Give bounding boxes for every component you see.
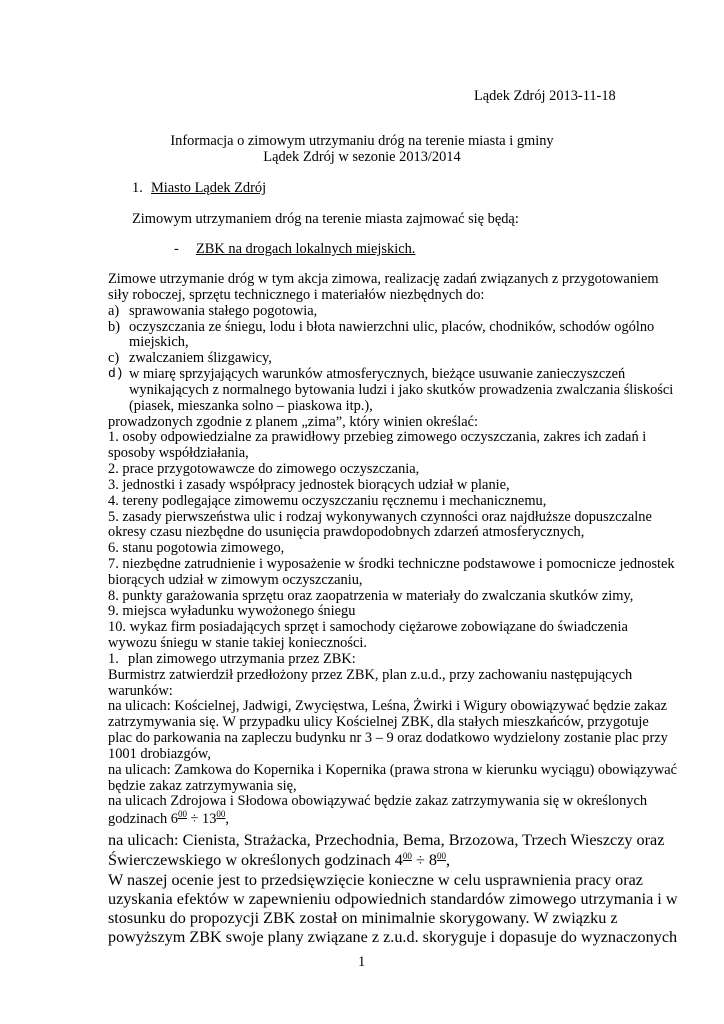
text-run: , <box>225 811 230 827</box>
list-item: w miarę sprzyjających warunków atmosferycznych, bieżące usuwanie zanieczyszczeń <box>129 366 626 382</box>
numbered-item: wywozu śniegu w stanie takiej konieczności. <box>108 635 367 651</box>
section-heading: Miasto Lądek Zdrój <box>151 180 267 196</box>
text-run: godzinach 6 <box>108 811 178 827</box>
superscript: 00 <box>436 851 446 861</box>
list-item: miejskich, <box>129 334 189 350</box>
paragraph-line: będzie zakaz zatrzymywania się, <box>108 778 297 794</box>
list-marker: d) <box>108 366 124 381</box>
document-title-line1: Informacja o zimowym utrzymaniu dróg na terenie miasta i gminy <box>170 133 554 149</box>
numbered-item: 8. punkty garażowania sprzętu oraz zaopatrzenia w materiały do zwalczania skutków zimy, <box>108 588 634 604</box>
hours-line <box>108 811 229 827</box>
paragraph-line: prowadzonych zgodnie z planem „zima”, który winien określać: <box>108 414 479 430</box>
text-run: ÷ 8 <box>411 851 437 869</box>
paragraph-line: powyższym ZBK swoje plany związane z z.u.d. skoryguje i dopasuje do wyznaczonych <box>108 928 678 946</box>
section-intro: Zimowym utrzymaniem dróg na terenie miasta zajmować się będą: <box>132 211 519 227</box>
paragraph-line: warunków: <box>108 683 173 699</box>
hours-line <box>108 851 450 870</box>
numbered-item: 7. niezbędne zatrudnienie i wyposażenie w środki techniczne podstawowe i pomocnicze jednostek <box>108 556 675 572</box>
paragraph-line: na ulicach: Zamkowa do Kopernika i Kopernika (prawa strona w kierunku wyciągu) obowiązywać <box>108 762 678 778</box>
paragraph-line: plac do parkowania na zapleczu budynku nr 3 – 9 oraz dodatkowo wydzielony zostanie plac przy <box>108 730 668 746</box>
bullet-dash: - <box>174 241 179 257</box>
list-marker: 1. <box>108 651 119 667</box>
superscript: 00 <box>177 809 187 819</box>
superscript: 00 <box>216 809 226 819</box>
numbered-item: okresy czasu niezbędne do usunięcia prawdopodobnych zdarzeń atmosferycznych, <box>108 524 585 540</box>
numbered-item: 9. miejsca wyładunku wywożonego śniegu <box>108 603 356 619</box>
paragraph-line: 1001 drobiazgów, <box>108 746 211 762</box>
list-item: oczyszczania ze śniegu, lodu i błota nawierzchni ulic, placów, chodników, schodów ogólno <box>129 319 655 335</box>
list-marker: a) <box>108 303 120 319</box>
numbered-item: 5. zasady pierwszeństwa ulic i rodzaj wykonywanych czynności oraz najdłuższe dopuszczalne <box>108 509 652 525</box>
numbered-item: 10. wykaz firm posiadających sprzęt i samochody ciężarowe zobowiązane do świadczenia <box>108 619 628 635</box>
plan-heading: plan zimowego utrzymania przez ZBK: <box>128 651 356 667</box>
paragraph-line: Burmistrz zatwierdził przedłożony przez ZBK, plan z.u.d., przy zachowaniu następujących <box>108 667 633 683</box>
paragraph-line: na ulicach Zdrojowa i Słodowa obowiązywać będzie zakaz zatrzymywania się w określonych <box>108 793 648 809</box>
numbered-item: 2. prace przygotowawcze do zimowego oczyszczania, <box>108 461 420 477</box>
numbered-item: 1. osoby odpowiedzialne za prawidłowy przebieg zimowego oczyszczania, zakres ich zadań i <box>108 429 647 445</box>
numbered-item: 4. tereny podlegające zimowemu oczyszczaniu ręcznemu i mechanicznemu, <box>108 493 547 509</box>
bullet-item: ZBK na drogach lokalnych miejskich. <box>196 241 416 257</box>
paragraph-line: stosunku do propozycji ZBK został on minimalnie skorygowany. W związku z <box>108 909 618 927</box>
numbered-item: 6. stanu pogotowia zimowego, <box>108 540 285 556</box>
numbered-item: biorących udział w zimowym oczyszczaniu, <box>108 572 363 588</box>
list-item: sprawowania stałego pogotowia, <box>129 303 318 319</box>
text-run: , <box>445 851 451 869</box>
list-marker: b) <box>108 319 120 335</box>
paragraph-line: na ulicach: Kościelnej, Jadwigi, Zwycięstwa, Leśna, Żwirki i Wigury obowiązywać będzie zakaz <box>108 698 667 714</box>
section-number: 1. <box>132 180 143 196</box>
paragraph-line: uzyskania efektów w zapewnieniu odpowiednich standardów zimowego utrzymania i w <box>108 890 678 908</box>
list-marker: c) <box>108 350 120 366</box>
text-run: Świerczewskiego w określonych godzinach 4 <box>108 851 403 869</box>
superscript: 00 <box>402 851 412 861</box>
paragraph-line: zatrzymywania się. W przypadku ulicy Kościelnej ZBK, dla stałych mieszkańców, przygotuje <box>108 714 649 730</box>
list-item: wynikających z normalnego bytowania ludzi i jako skutków prowadzenia zwalczania śliskości <box>129 382 674 398</box>
list-item: (piasek, mieszanka solno – piaskowa itp.), <box>129 398 373 414</box>
numbered-item: 3. jednostki i zasady współpracy jednostek biorących udział w planie, <box>108 477 510 493</box>
place-date: Lądek Zdrój 2013-11-18 <box>474 88 616 104</box>
paragraph-line: na ulicach: Cienista, Strażacka, Przechodnia, Bema, Brzozowa, Trzech Wieszczy oraz <box>108 831 665 849</box>
numbered-item: sposoby współdziałania, <box>108 445 249 461</box>
page-number: 1 <box>358 954 366 970</box>
paragraph-line: siły roboczej, sprzętu technicznego i materiałów niezbędnych do: <box>108 287 485 303</box>
paragraph-line: Zimowe utrzymanie dróg w tym akcja zimowa, realizację zadań związanych z przygotowaniem <box>108 271 659 287</box>
document-title-line2: Lądek Zdrój w sezonie 2013/2014 <box>263 149 461 165</box>
list-item: zwalczaniem ślizgawicy, <box>129 350 272 366</box>
paragraph-line: W naszej ocenie jest to przedsięwzięcie konieczne w celu usprawnienia pracy oraz <box>108 871 643 889</box>
text-run: ÷ 13 <box>186 811 217 827</box>
